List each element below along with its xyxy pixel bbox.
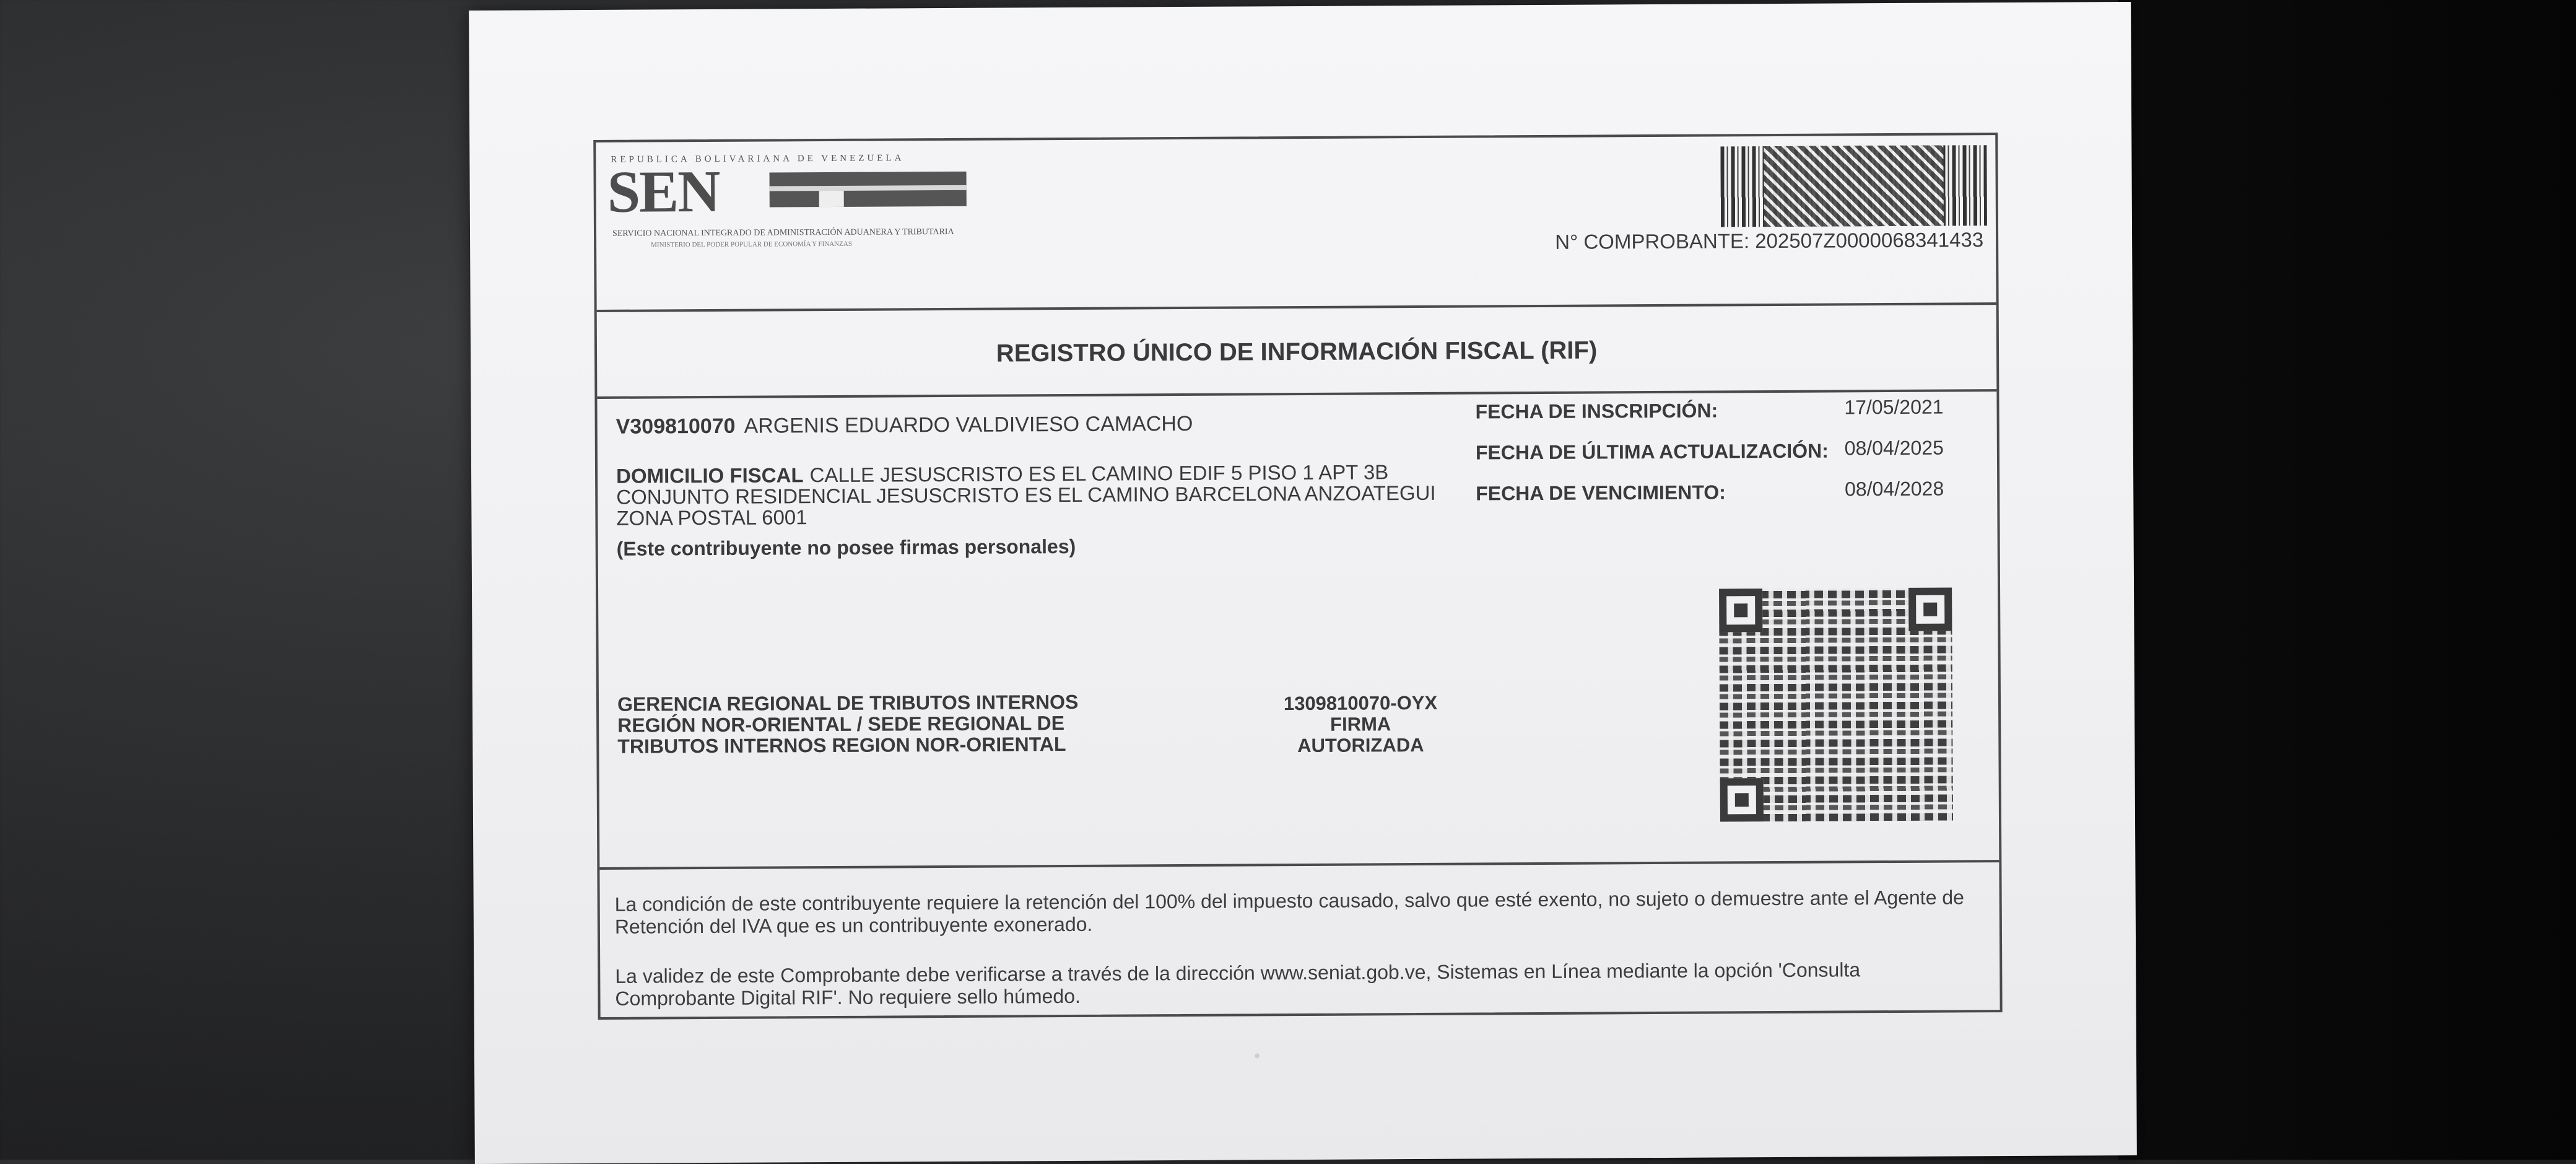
dark-background bbox=[2118, 0, 2576, 1160]
firmas-note: (Este contribuyente no posee firmas personales) bbox=[616, 535, 1076, 560]
date-row bbox=[1475, 395, 1983, 441]
domicilio-value: CALLE JESUSCRISTO ES EL CAMINO EDIF 5 PISO 1 APT 3B CONJUNTO RESIDENCIAL JESUSCRISTO ES EL CAMINO BARCELONA ANZOATEGUI ZONA POSTAL 6001 bbox=[616, 460, 1436, 530]
document-title: REGISTRO ÚNICO DE INFORMACIÓN FISCAL (RIF) bbox=[996, 336, 1598, 367]
dates-block bbox=[1475, 395, 1983, 523]
logo-bar bbox=[770, 172, 967, 208]
retention-note: La condición de este contribuyente requiere la retención del 100% del impuesto causado, salvo que esté exento, no sujeto o demuestre ante el Agente de Retención del IVA que es un contribuyente exonerado. bbox=[614, 886, 1965, 938]
rif-paper-sheet bbox=[469, 2, 2137, 1164]
firma-label: FIRMA AUTORIZADA bbox=[1297, 713, 1424, 757]
title-band bbox=[597, 302, 1997, 399]
firma-code: 1309810070-OYX bbox=[1283, 691, 1438, 715]
date-value: 17/05/2021 bbox=[1844, 395, 1944, 419]
logo-letters: SEN bbox=[607, 157, 720, 225]
comprobante-number: N° COMPROBANTE: 202507Z0000068341433 bbox=[1555, 228, 1984, 253]
date-value: 08/04/2028 bbox=[1844, 477, 1944, 501]
certificate-footer bbox=[599, 860, 1999, 1020]
logo-subtitle-2: MINISTERIO DEL PODER POPULAR DE ECONOMÍA Y FINANZAS bbox=[651, 240, 852, 249]
domicilio-label: DOMICILIO FISCAL bbox=[616, 463, 804, 488]
date-value: 08/04/2025 bbox=[1844, 436, 1944, 460]
date-label: FECHA DE INSCRIPCIÓN: bbox=[1475, 399, 1718, 423]
taxpayer-row bbox=[616, 412, 1193, 439]
date-label: FECHA DE ÚLTIMA ACTUALIZACIÓN: bbox=[1475, 439, 1829, 464]
gerencia-regional: GERENCIA REGIONAL DE TRIBUTOS INTERNOS REGIÓN NOR-ORIENTAL / SEDE REGIONAL DE TRIBUTOS INTERNOS REGION NOR-ORIENTAL bbox=[617, 690, 1079, 758]
rif-number: V309810070 bbox=[616, 414, 736, 439]
taxpayer-name: ARGENIS EDUARDO VALDIVIESO CAMACHO bbox=[744, 411, 1193, 438]
logo-top-text: REPUBLICA BOLIVARIANA DE VENEZUELA bbox=[611, 153, 905, 165]
firma-autorizada bbox=[1268, 693, 1454, 757]
seniat-logo-icon bbox=[607, 153, 967, 254]
date-row bbox=[1476, 479, 1983, 523]
barcode-icon bbox=[1720, 145, 1987, 227]
certificate-header bbox=[596, 135, 1996, 312]
certificate-body bbox=[597, 389, 1999, 867]
validity-note: La validez de este Comprobante debe verificarse a través de la dirección www.seniat.gob.ve, Sistemas en Línea mediante la opción 'Consulta Comprobante Digital RIF'. No requiere sello húmedo. bbox=[615, 958, 1861, 1010]
date-row bbox=[1475, 436, 1983, 482]
domicilio-fiscal bbox=[616, 461, 1490, 528]
qr-code-icon bbox=[1719, 588, 1953, 822]
date-label: FECHA DE VENCIMIENTO: bbox=[1476, 481, 1726, 505]
logo-subtitle-1: SERVICIO NACIONAL INTEGRADO DE ADMINISTRACIÓN ADUANERA Y TRIBUTARIA bbox=[612, 227, 954, 238]
paper-speck bbox=[1255, 1053, 1260, 1058]
rif-certificate bbox=[593, 133, 2002, 1020]
